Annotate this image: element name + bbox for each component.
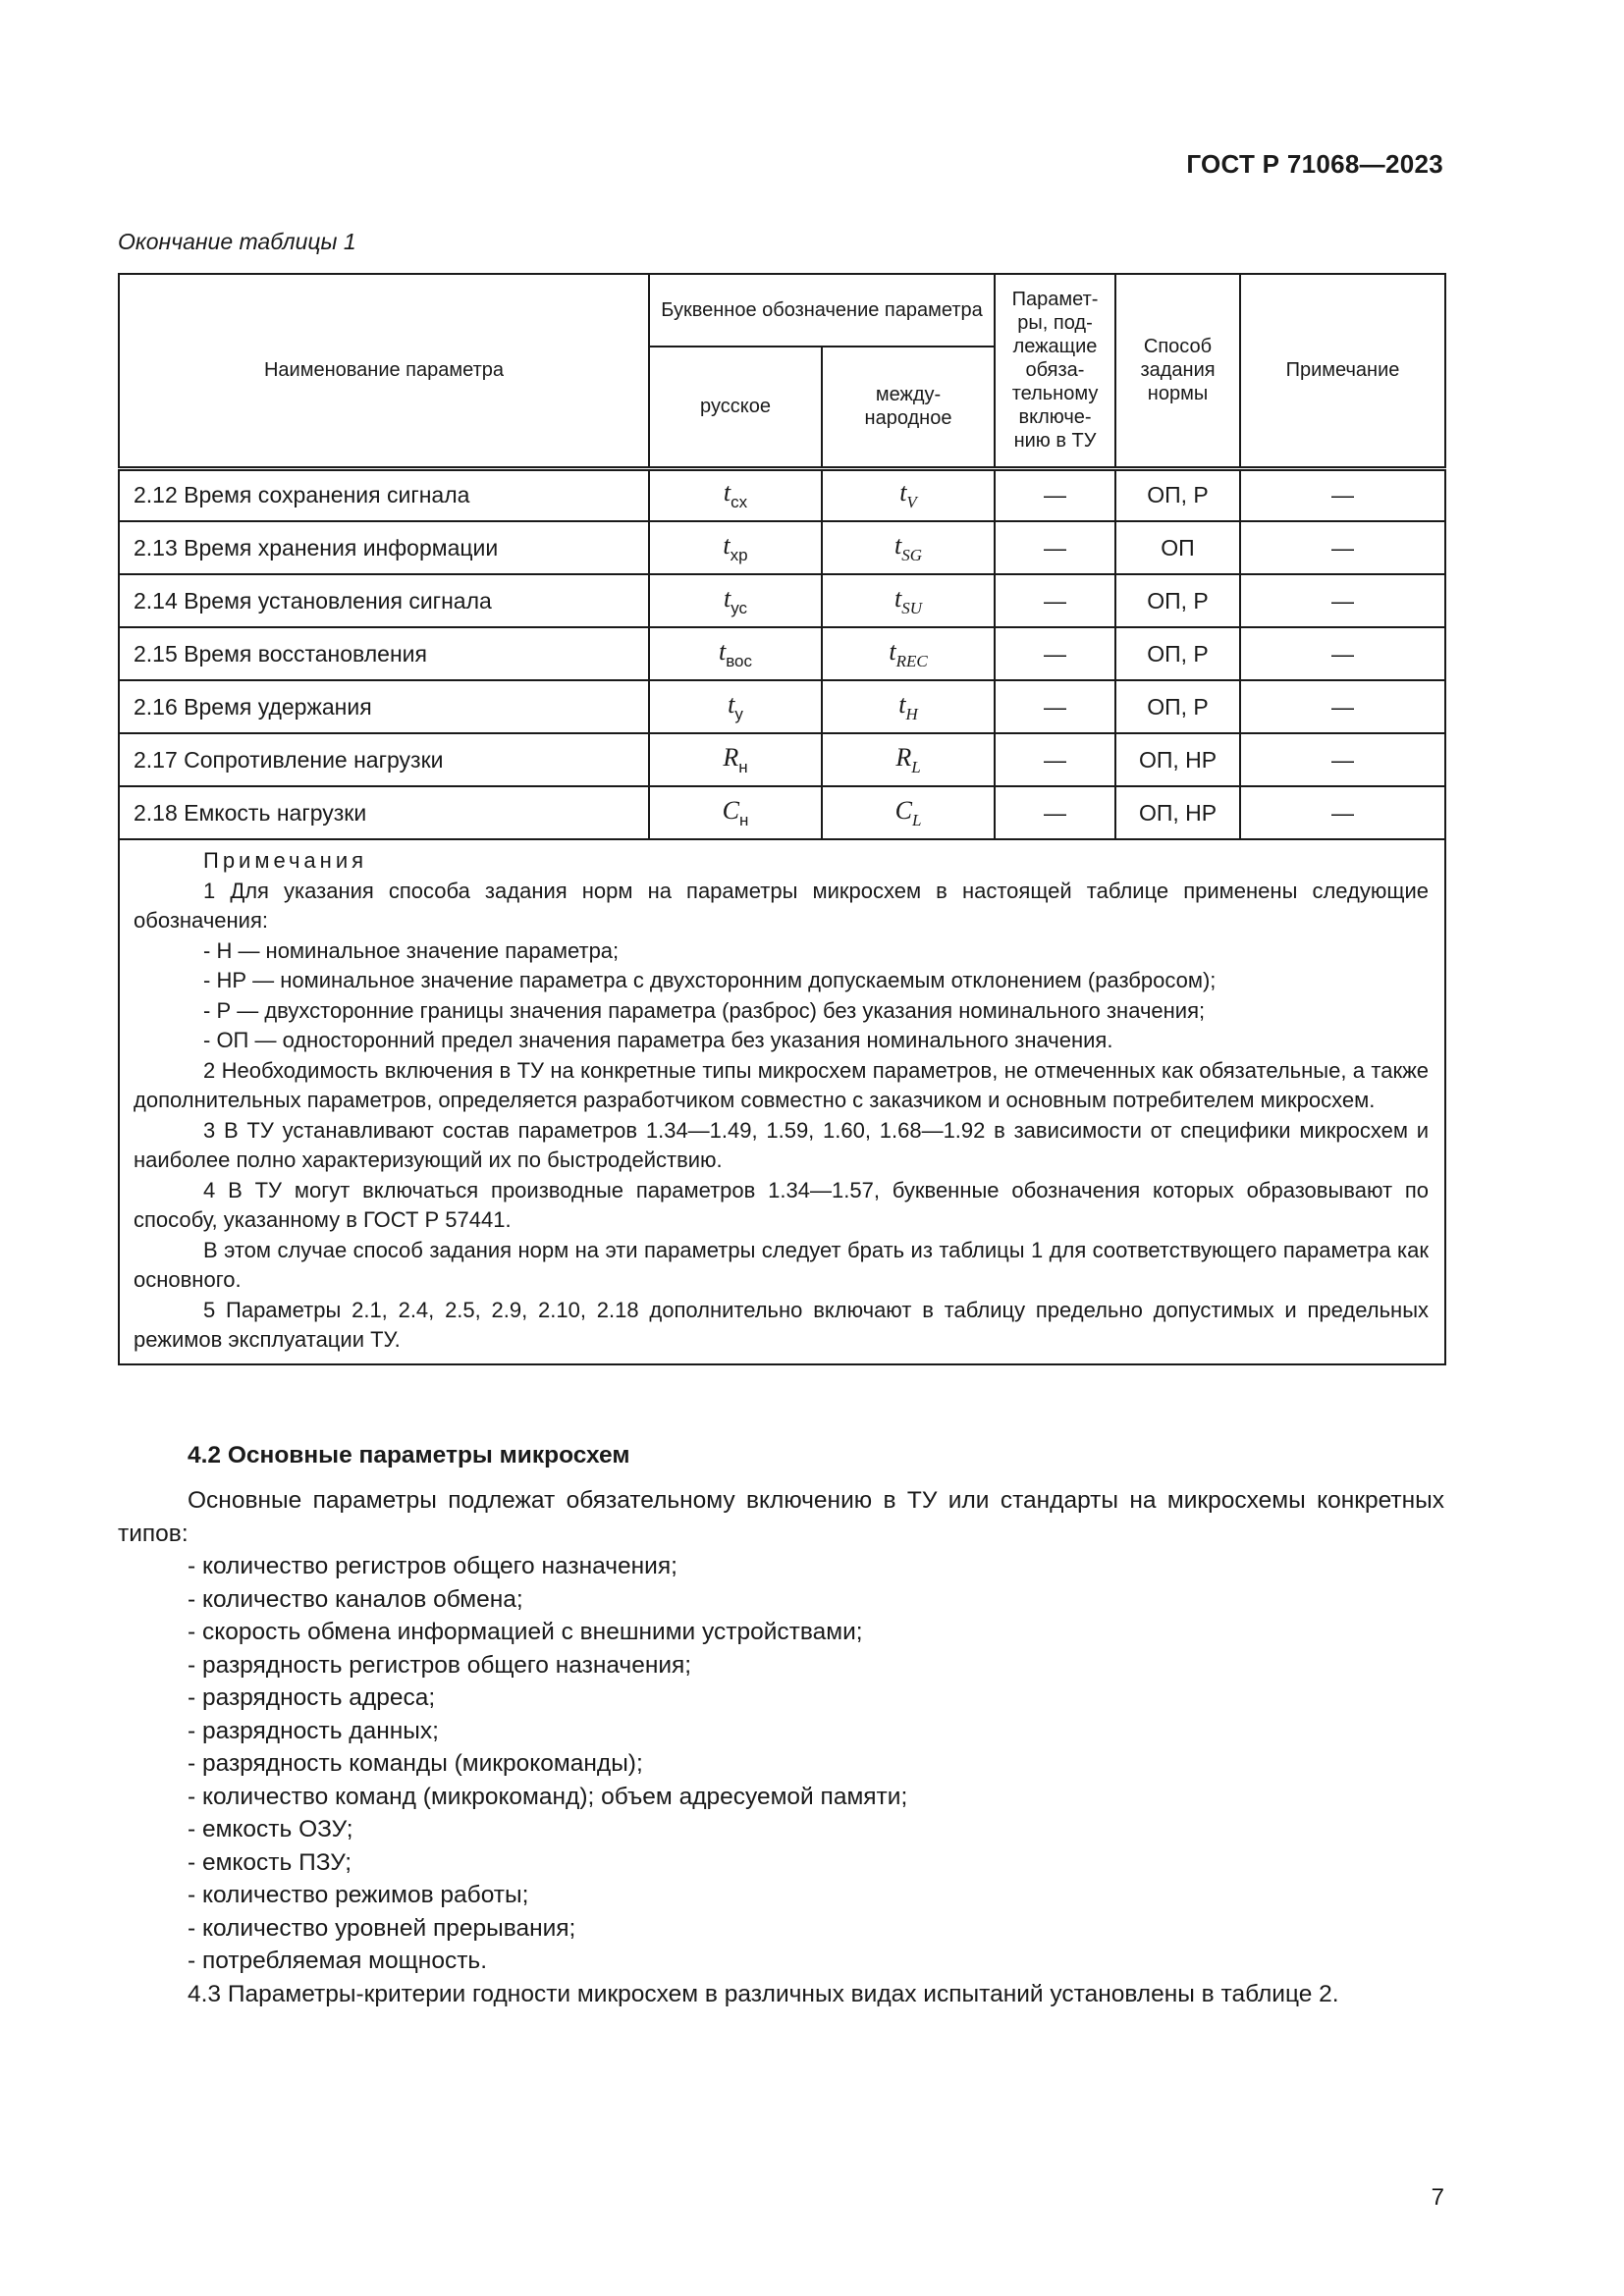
mandatory-value: — xyxy=(995,680,1115,733)
table-row xyxy=(119,786,1445,839)
table-row xyxy=(119,627,1445,680)
mandatory-value: — xyxy=(995,574,1115,627)
header-mandatory: Парамет- ры, под- лежащие обяза- тельному включе- нию в ТУ xyxy=(995,274,1115,468)
symbol-russian: $t_{ус}$ xyxy=(649,574,822,627)
parameter-name: 2.12 Время сохранения сигнала xyxy=(119,468,649,521)
table-row xyxy=(119,680,1445,733)
note-4: 4 В ТУ могут включаться производные параметров 1.34—1.57, буквенные обозначения которых образовывают по способу, указанному в ГОСТ Р 57441. xyxy=(134,1177,1430,1232)
symbol-russian: $C_н$ xyxy=(649,786,822,839)
page-number: 7 xyxy=(1431,2184,1444,2211)
paragraph-4-3: 4.3 Параметры-критерии годности микросхем в различных видах испытаний установлены в таблице 2. xyxy=(188,1980,1339,2007)
symbol-russian: $t_{вос}$ xyxy=(649,627,822,680)
symbol-international: $R_L$ xyxy=(822,733,995,786)
mandatory-value: — xyxy=(995,786,1115,839)
symbol-international: $t_{SG}$ xyxy=(822,521,995,574)
parameter-name: 2.16 Время удержания xyxy=(119,680,649,733)
header-international: между- народное xyxy=(822,347,995,468)
document-id: ГОСТ Р 71068—2023 xyxy=(1186,149,1443,179)
symbol-international: $t_V$ xyxy=(822,468,995,521)
symbol-international: $t_{REC}$ xyxy=(822,627,995,680)
note-value: — xyxy=(1240,468,1445,521)
section-heading: 4.2 Основные параметры микросхем xyxy=(188,1442,630,1468)
parameter-name: 2.18 Емкость нагрузки xyxy=(119,786,649,839)
header-russian: русское xyxy=(649,347,822,468)
mandatory-value: — xyxy=(995,733,1115,786)
parameter-name: 2.14 Время установления сигнала xyxy=(119,574,649,627)
list-item: - количество режимов работы; xyxy=(188,1882,529,1908)
note-list-item: - Н — номинальное значение параметра; xyxy=(203,937,620,963)
header-note: Примечание xyxy=(1240,274,1445,468)
note-list-item: - ОП — односторонний предел значения параметра без указания номинального значения. xyxy=(203,1028,1113,1052)
parameter-name: 2.15 Время восстановления xyxy=(119,627,649,680)
table-notes xyxy=(119,839,1445,1364)
note-4-continuation: В этом случае способ задания норм на эти параметры следует брать из таблицы 1 для соответствующего параметра как основного. xyxy=(134,1237,1430,1292)
norm-method-value: ОП, Р xyxy=(1115,468,1240,521)
table-row xyxy=(119,521,1445,574)
symbol-international: $t_H$ xyxy=(822,680,995,733)
note-2: 2 Необходимость включения в ТУ на конкретные типы микросхем параметров, не отмеченных как обязательные, а также дополнительных параметров, определяется разработчиком совместно с заказчиком и основным потребителем микросхем. xyxy=(134,1057,1430,1112)
header-letter-designation: Буквенное обозначение параметра xyxy=(649,274,995,347)
parameters-table xyxy=(118,273,1446,1365)
notes-title: Примечания xyxy=(203,848,368,873)
list-item: - разрядность регистров общего назначения; xyxy=(188,1651,692,1679)
list-item: - емкость ПЗУ; xyxy=(188,1848,352,1876)
section-intro: Основные параметры подлежат обязательному включению в ТУ или стандарты на микросхемы конкретных типов: xyxy=(118,1487,1444,1547)
symbol-international: $C_L$ xyxy=(822,786,995,839)
note-list-item: - НР — номинальное значение параметра с двухсторонним допускаемым отклонением (разбросом); xyxy=(203,968,1217,992)
mandatory-value: — xyxy=(995,521,1115,574)
note-3: 3 В ТУ устанавливают состав параметров 1.34—1.49, 1.59, 1.60, 1.68—1.92 в зависимости от специфики микросхем и наиболее полно характеризующий их по быстродействию. xyxy=(134,1117,1430,1172)
note-value: — xyxy=(1240,733,1445,786)
note-value: — xyxy=(1240,786,1445,839)
note-5: 5 Параметры 2.1, 2.4, 2.5, 2.9, 2.10, 2.18 дополнительно включают в таблицу предельно допустимых и предельных режимов эксплуатации ТУ. xyxy=(134,1297,1430,1352)
list-item: - разрядность данных; xyxy=(188,1717,439,1744)
list-item: - емкость ОЗУ; xyxy=(188,1816,353,1842)
symbol-russian: $t_у$ xyxy=(649,680,822,733)
note-list-item: - Р — двухсторонние границы значения параметра (разброс) без указания номинального значения; xyxy=(203,997,1206,1023)
symbol-russian: $t_{сх}$ xyxy=(649,468,822,521)
note-value: — xyxy=(1240,521,1445,574)
table-row xyxy=(119,574,1445,627)
list-item: - скорость обмена информацией с внешними устройствами; xyxy=(188,1619,863,1645)
table-row xyxy=(119,468,1445,521)
list-item: - потребляемая мощность. xyxy=(188,1948,488,1974)
section-body xyxy=(118,1484,1444,2010)
norm-method-value: ОП, Р xyxy=(1115,627,1240,680)
norm-method-value: ОП xyxy=(1115,521,1240,574)
mandatory-value: — xyxy=(995,468,1115,521)
symbol-international: $t_{SU}$ xyxy=(822,574,995,627)
symbol-russian: $t_{хр}$ xyxy=(649,521,822,574)
note-1: 1 Для указания способа задания норм на параметры микросхем в настоящей таблице применены следующие обозначения: xyxy=(134,878,1430,933)
list-item: - количество каналов обмена; xyxy=(188,1585,523,1613)
note-value: — xyxy=(1240,680,1445,733)
header-norm-method: Способ задания нормы xyxy=(1115,274,1240,468)
norm-method-value: ОП, Р xyxy=(1115,680,1240,733)
list-item: - количество команд (микрокоманд); объем адресуемой памяти; xyxy=(188,1783,908,1810)
list-item: - количество уровней прерывания; xyxy=(188,1914,576,1942)
header-parameter-name: Наименование параметра xyxy=(119,274,649,468)
list-item: - разрядность команды (микрокоманды); xyxy=(188,1750,643,1777)
norm-method-value: ОП, Р xyxy=(1115,574,1240,627)
symbol-russian: $R_н$ xyxy=(649,733,822,786)
parameter-name: 2.13 Время хранения информации xyxy=(119,521,649,574)
mandatory-value: — xyxy=(995,627,1115,680)
table-caption: Окончание таблицы 1 xyxy=(118,229,356,254)
note-value: — xyxy=(1240,574,1445,627)
parameter-name: 2.17 Сопротивление нагрузки xyxy=(119,733,649,786)
table-row xyxy=(119,733,1445,786)
norm-method-value: ОП, НР xyxy=(1115,786,1240,839)
list-item: - разрядность адреса; xyxy=(188,1684,436,1711)
note-value: — xyxy=(1240,627,1445,680)
list-item: - количество регистров общего назначения; xyxy=(188,1553,677,1579)
norm-method-value: ОП, НР xyxy=(1115,733,1240,786)
